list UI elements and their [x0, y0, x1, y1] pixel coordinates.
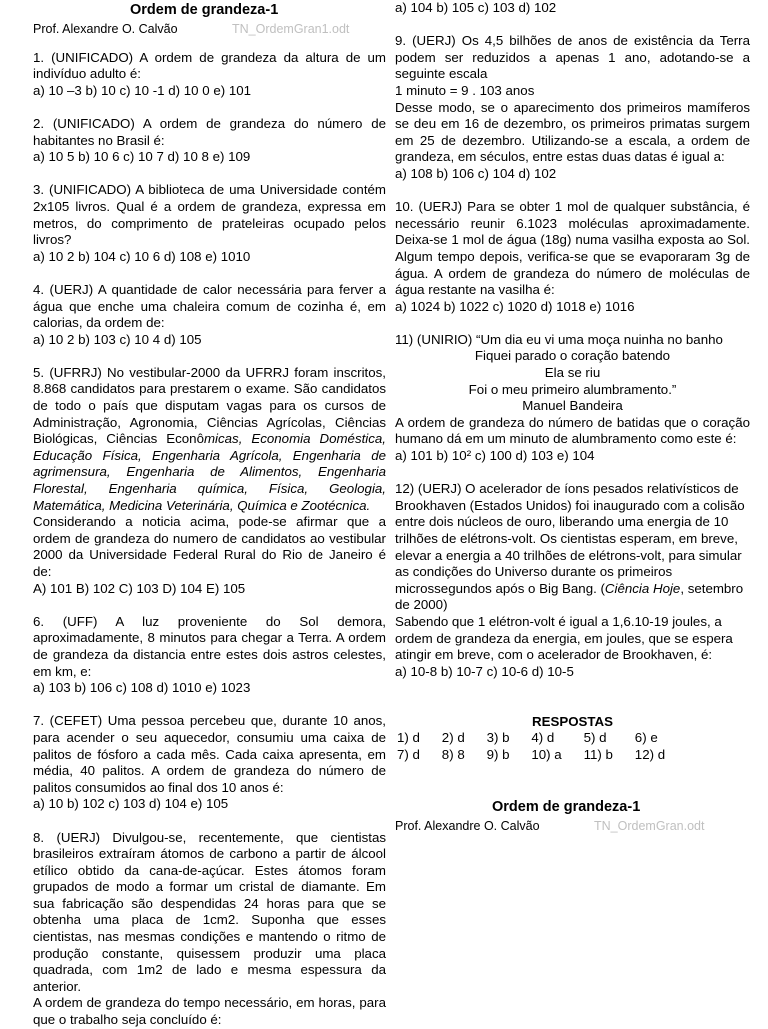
page-title: Ordem de grandeza-1 — [130, 2, 279, 18]
question-9-text-2: Desse modo, se o aparecimento dos primeiros mamíferos se deu em 16 de dezembro, os primeiros primatas surgem em 25 de dezembro. Utilizando-se a escala, a ordem de grandeza, em séculos, entre estas duas datas é igual a: — [395, 99, 750, 165]
question-9-scale: 1 minuto = 9 . 103 anos — [395, 82, 535, 98]
file-name: TN_OrdemGran1.odt — [232, 22, 350, 36]
question-1: 1. (UNIFICADO) A ordem de grandeza da altura de um indivíduo adulto é: — [33, 49, 386, 82]
question-6-options: a) 103 b) 106 c) 108 d) 1010 e) 1023 — [33, 680, 251, 696]
footer-title: Ordem de grandeza-1 — [492, 798, 641, 815]
question-12: 12) (UERJ) O acelerador de íons pesados relativísticos de Brookhaven (Estados Unidos) foi inaugurado com a colisão entre dois núcleos de ouro, liberando uma energia de 10 trilhões de elétrons-volt. Os cientistas esperam, em breve, elevar a energia a 40 trilhões de elétrons-volt, para simular as condições do Universo durante os primeiros microssegundos após o Big Bang. (Ciência Hoje, setembro de 2000) — [395, 481, 745, 613]
answer-10: 10) a — [531, 746, 562, 762]
footer-file-name: TN_OrdemGran.odt — [594, 818, 705, 833]
poem-line-2: Ela se riu — [544, 365, 601, 381]
question-7: 7. (CEFET) Uma pessoa percebeu que, durante 10 anos, para acender o seu aquecedor, consumiu uma caixa de palitos de fósforo a cada mês. Cada caixa apresenta, em média, 40 palitos. A ordem de grandeza do número de palitos consumidos ao final dos 10 anos é: — [33, 713, 386, 795]
left-column — [33, 0, 386, 1029]
question-4-options: a) 10 2 b) 103 c) 10 4 d) 105 — [33, 331, 202, 347]
question-12-text-2: Sabendo que 1 elétron-volt é igual a 1,6.10-19 joules, a ordem de grandeza da energia, em joules, que se espera atingir em breve, com o acelerador de Brookhaven, é: — [395, 613, 733, 663]
answers-grid — [397, 730, 687, 763]
question-9: 9. (UERJ) Os 4,5 bilhões de anos de existência da Terra podem ser reduzidos a apenas 1 ano, adotando-se a seguinte escala — [395, 33, 750, 82]
answer-11: 11) b — [583, 746, 613, 762]
question-9-options: a) 108 b) 106 c) 104 d) 102 — [395, 165, 557, 181]
question-11-text-2: A ordem de grandeza do número de batidas que o coração humano dá em um minuto de alumbramento como este é: — [395, 414, 750, 447]
answer-3: 3) b — [486, 730, 510, 746]
answer-8: 8) 8 — [441, 746, 465, 762]
question-10-options: a) 1024 b) 1022 c) 1020 d) 1018 e) 1016 — [395, 298, 635, 314]
footer-header — [395, 797, 750, 833]
question-7-options: a) 10 b) 102 c) 103 d) 104 e) 105 — [33, 796, 229, 812]
answer-6: 6) e — [634, 730, 658, 746]
question-4: 4. (UERJ) A quantidade de calor necessária para ferver a água que enche uma chaleira comum de cozinha é, em calorias, da ordem de: — [33, 281, 386, 331]
poem-line-3: Foi o meu primeiro alumbramento.” — [468, 381, 677, 397]
question-2-options: a) 10 5 b) 10 6 c) 10 7 d) 10 8 e) 109 — [33, 149, 251, 165]
question-3-options: a) 10 2 b) 104 c) 10 6 d) 108 e) 1010 — [33, 248, 251, 264]
question-8-options: a) 104 b) 105 c) 103 d) 102 — [395, 0, 557, 15]
question-2: 2. (UNIFICADO) A ordem de grandeza do número de habitantes no Brasil é: — [33, 115, 386, 148]
poem-author: Manuel Bandeira — [522, 398, 623, 414]
answers-title: RESPOSTAS — [531, 713, 614, 729]
question-11: 11) (UNIRIO) “Um dia eu vi uma moça nuinha no banho — [395, 331, 723, 347]
answer-9: 9) b — [486, 746, 510, 762]
question-6: 6. (UFF) A luz proveniente do Sol demora, aproximadamente, 8 minutos para chegar a Terra. A ordem de grandeza da distancia entre estes dois astros celestes, em km, e: — [33, 613, 386, 679]
question-10: 10. (UERJ) Para se obter 1 mol de qualquer substância, é necessário reunir 6.1023 moléculas aproximadamente. Deixa-se 1 mol de água (18g) numa vasilha exposta ao Sol. Algum tempo depois, verifica-se que se evaporaram 3g de água. A ordem de grandeza do número de moléculas de água restante na vasilha é: — [395, 199, 750, 298]
question-8-text-2: A ordem de grandeza do tempo necessário, em horas, para que o trabalho seja concluído é: — [33, 995, 386, 1028]
answer-1: 1) d — [397, 730, 420, 746]
answer-2: 2) d — [441, 730, 465, 746]
question-12-options: a) 10-8 b) 10-7 c) 10-6 d) 10-5 — [395, 663, 574, 679]
answer-7: 7) d — [397, 746, 420, 762]
header — [33, 0, 386, 36]
poem-line-1: Fiquei parado o coração batendo — [474, 348, 671, 364]
answer-12: 12) d — [634, 746, 666, 762]
question-5: 5. (UFRRJ) No vestibular-2000 da UFRRJ foram inscritos, 8.868 candidatos para prestarem o exame. São candidatos de todo o país que disputam vagas para os cursos de Administração, Agronomia, Ciências Agrícolas, Ciências Biológicas, Ciências Econômicas, Economia Doméstica, Educação Física, Engenharia Agrícola, Engenharia de agrimensura, Engenharia de Alimentos, Engenharia Florestal, Engenharia química, Física, Geologia, Matemática, Medicina Veterinária, Química e Zootécnica. — [33, 364, 386, 513]
question-5-text-2: Considerando a noticia acima, pode-se afirmar que a ordem de grandeza do numero de candidatos ao vestibular 2000 da Universidade Federal Rural do Rio de Janeiro é de: — [33, 514, 386, 579]
answer-5: 5) d — [583, 730, 607, 746]
question-8: 8. (UERJ) Divulgou-se, recentemente, que cientistas brasileiros extraíram átomos de carbono a partir de álcool etílico obtido da cana-de-açúcar. Estes átomos foram grupados de modo a formar um cristal de diamante. Em sua fabricação são despendidas 24 horas para que se obtenha uma placa de 1cm2. Suponha que esses cientistas, nas mesmas condições e mantendo o ritmo de produção constante, quisessem produzir uma placa quadrada, com 1m2 de lado e mesma espessura da anterior. — [33, 829, 386, 994]
question-1-options: a) 10 –3 b) 10 c) 10 -1 d) 10 0 e) 101 — [33, 82, 252, 98]
author: Prof. Alexandre O. Calvão — [33, 22, 178, 36]
question-11-options: a) 101 b) 10² c) 100 d) 103 e) 104 — [395, 448, 595, 464]
right-column — [395, 0, 750, 833]
answer-4: 4) d — [531, 730, 555, 746]
question-5-options: A) 101 B) 102 C) 103 D) 104 E) 105 — [33, 580, 246, 596]
footer-author: Prof. Alexandre O. Calvão — [395, 818, 540, 833]
question-3: 3. (UNIFICADO) A biblioteca de uma Universidade contém 2x105 livros. Qual é a ordem de grandeza, expressa em metros, do comprimento de prateleiras ocupado pelos livros? — [33, 182, 386, 248]
